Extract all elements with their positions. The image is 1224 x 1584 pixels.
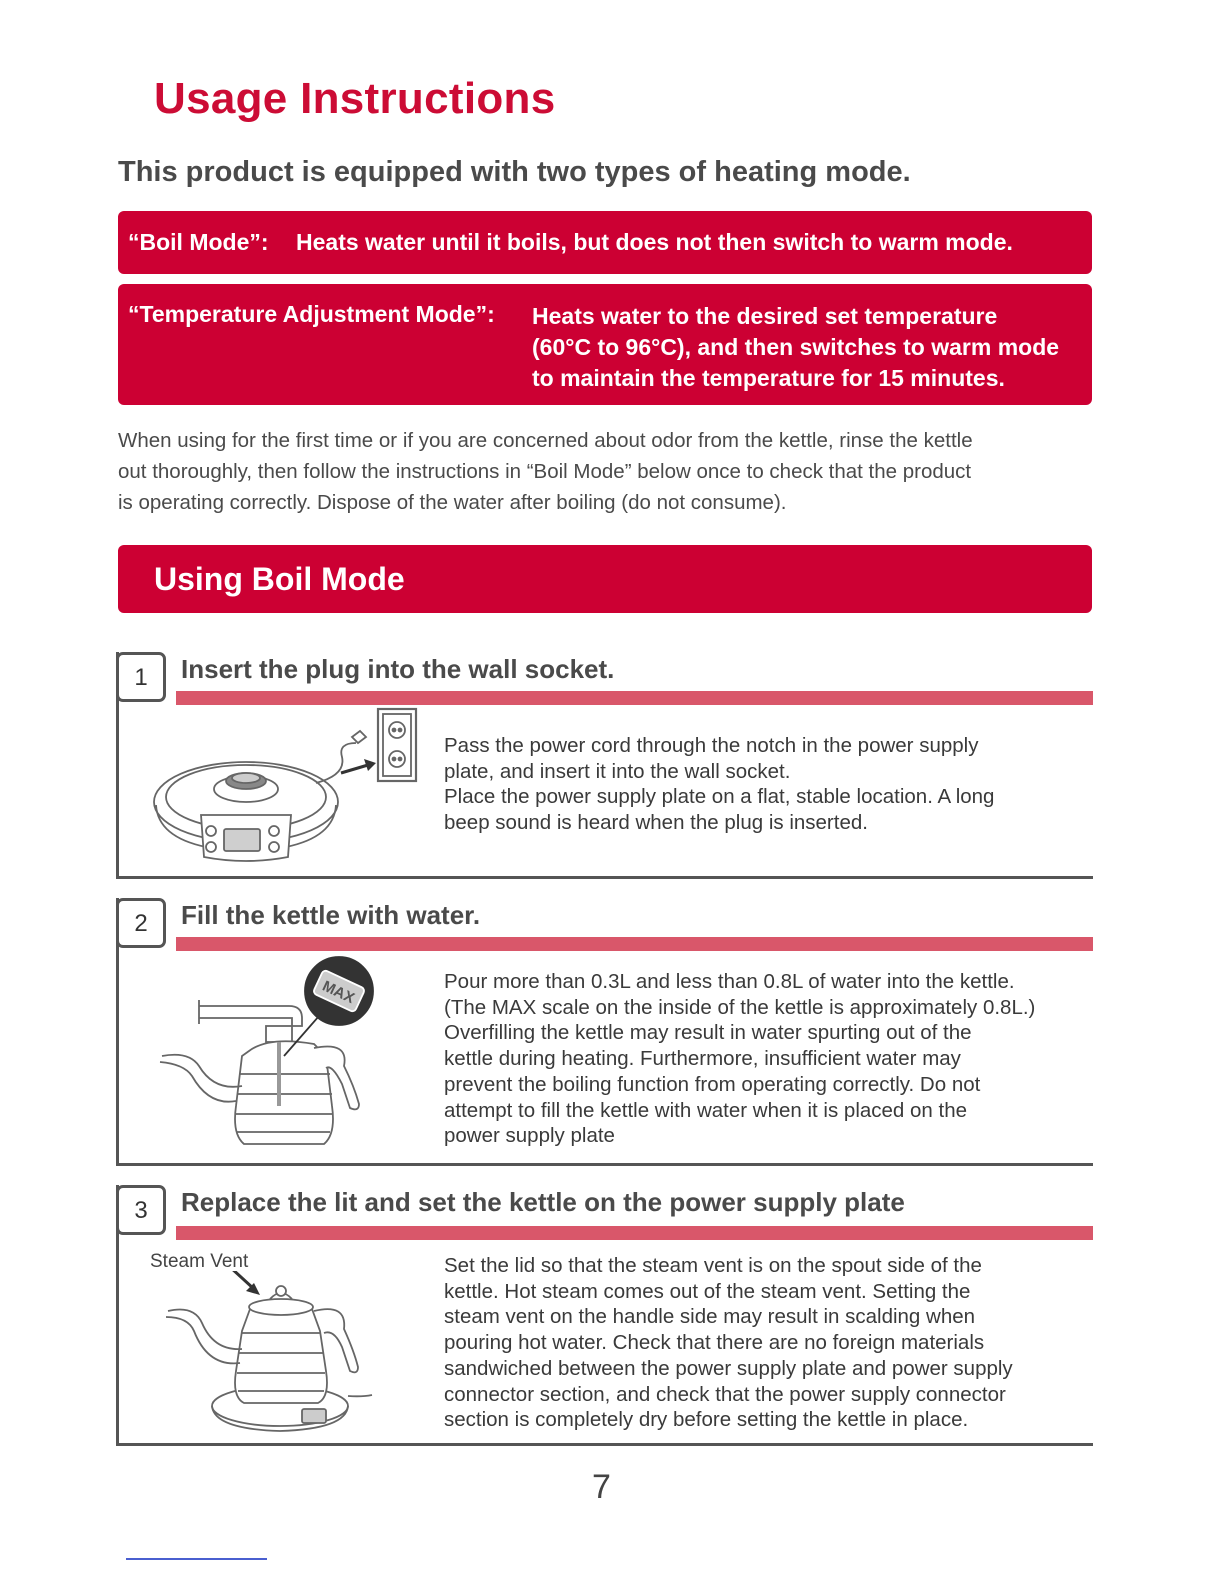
step-text-line: prevent the boiling function from operating correctly. Do not	[444, 1072, 981, 1096]
step-underline	[176, 1226, 1093, 1240]
step-text-line: kettle. Hot steam comes out of the steam vent. Setting the	[444, 1279, 971, 1303]
step-1	[116, 652, 1093, 879]
intro-paragraph	[118, 425, 1103, 518]
step-heading: Fill the kettle with water.	[181, 900, 481, 930]
temperature-mode-line: to maintain the temperature for 15 minutes.	[532, 365, 1005, 391]
step-number: 3	[116, 1185, 166, 1235]
max-scale-label: MAX	[319, 977, 358, 1008]
kettle-on-plate-illustration	[162, 1271, 382, 1436]
step-text-line: (The MAX scale on the inside of the kettle is approximately 0.8L.)	[444, 995, 1036, 1019]
step-number: 2	[116, 898, 166, 948]
step-text-line: Pass the power cord through the notch in the power supply	[444, 734, 979, 757]
step-heading: Insert the plug into the wall socket.	[181, 654, 615, 684]
step-text-line: Pour more than 0.3L and less than 0.8L of water into the kettle.	[444, 970, 1015, 993]
temperature-mode-box	[118, 284, 1092, 405]
temperature-mode-description	[532, 301, 1059, 394]
step-description	[444, 1253, 1013, 1433]
step-heading: Replace the lit and set the kettle on the power supply plate	[181, 1187, 905, 1217]
step-text-line: Set the lid so that the steam vent is on the spout side of the	[444, 1254, 982, 1277]
step-text-line: power supply plate	[444, 1124, 615, 1148]
step-text-line: sandwiched between the power supply plate and power supply	[444, 1356, 1013, 1380]
power-plate-illustration	[146, 707, 426, 872]
step-text-line: connector section, and check that the power supply connector	[444, 1382, 1006, 1406]
boil-mode-label: “Boil Mode”:	[128, 229, 269, 255]
footer-rule	[126, 1558, 267, 1560]
step-text-line: Overfilling the kettle may result in water spurting out of the	[444, 1021, 972, 1045]
step-3	[116, 1185, 1093, 1446]
temperature-mode-line: Heats water to the desired set temperature	[532, 303, 998, 329]
step-text-line: plate, and insert it into the wall socket.	[444, 759, 791, 783]
intro-line: When using for the first time or if you are concerned about odor from the kettle, rinse the kettle	[118, 429, 973, 452]
step-underline	[176, 691, 1093, 705]
step-text-line: kettle during heating. Furthermore, insufficient water may	[444, 1047, 961, 1071]
step-number: 1	[116, 652, 166, 702]
steam-vent-label: Steam Vent	[150, 1251, 249, 1272]
step-text-line: steam vent on the handle side may result in scalding when	[444, 1305, 976, 1329]
intro-line: is operating correctly. Dispose of the water after boiling (do not consume).	[118, 491, 787, 514]
step-text-line: pouring hot water. Check that there are no foreign materials	[444, 1331, 985, 1355]
intro-line: out thoroughly, then follow the instructions in “Boil Mode” below once to check that the product	[118, 460, 972, 483]
boil-mode-box	[118, 211, 1092, 274]
step-border	[116, 876, 1093, 879]
step-border	[116, 1163, 1093, 1166]
page-title: Usage Instructions	[154, 74, 556, 123]
step-text-line: attempt to fill the kettle with water when it is placed on the	[444, 1098, 968, 1122]
step-description	[444, 969, 1035, 1149]
temperature-mode-label: “Temperature Adjustment Mode”:	[128, 301, 495, 327]
step-border	[116, 1443, 1093, 1446]
step-underline	[176, 937, 1093, 951]
subtitle: This product is equipped with two types of heating mode.	[118, 156, 911, 188]
page-number: 7	[592, 1468, 611, 1506]
section-header	[118, 545, 1092, 613]
step-text-line: section is completely dry before setting the kettle in place.	[444, 1408, 969, 1432]
temperature-mode-line: (60°C to 96°C), and then switches to warm mode	[532, 334, 1060, 360]
filling-kettle-illustration	[154, 956, 384, 1156]
step-text-line: Place the power supply plate on a flat, stable location. A long	[444, 785, 995, 809]
step-2	[116, 898, 1093, 1166]
step-description	[444, 733, 994, 836]
step-text-line: beep sound is heard when the plug is inserted.	[444, 811, 868, 835]
boil-mode-description: Heats water until it boils, but does not then switch to warm mode.	[296, 229, 1013, 255]
section-title: Using Boil Mode	[154, 561, 405, 597]
